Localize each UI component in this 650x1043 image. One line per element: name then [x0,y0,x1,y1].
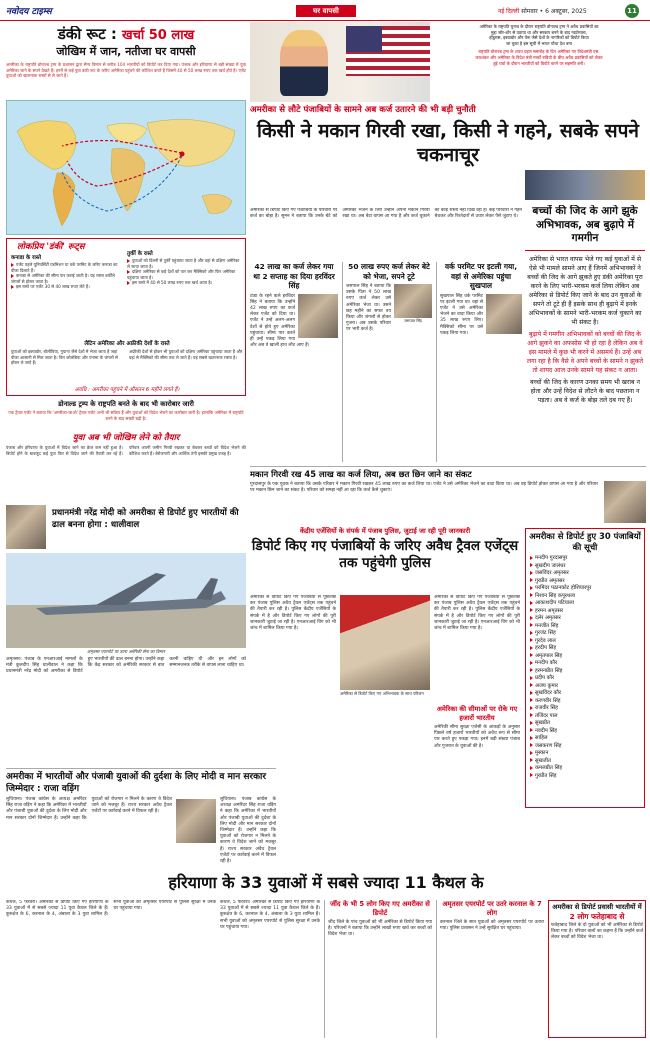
bullet-icon [530,766,533,770]
turkey-route-item-text: दक्षिण अमेरिका से कई देशों को पार कर मैक्सिको और फिर अमेरिका पहुंचाया जाता है। [127,269,236,280]
trump-business-block [6,399,246,431]
note-line: होंडुरास, इक्वाडोर और पेरू जैसे देशों के नागरिकों को डिपोर्ट किया [489,35,589,41]
agencies-header [250,526,520,596]
deported-list-item [530,585,640,593]
europe-shape [107,123,147,143]
bullet-icon [530,601,533,605]
fatehabad-title: अमरीका से डिपोर्ट प्रवासी भारतीयों में [552,903,642,911]
deported-list-item-text: साहिल [535,735,548,741]
modi-text: अमृतसर। पंजाब के एनआरआई मामलों के मंत्री कुलदीप सिंह धालीवाल ने कहा कि प्रधानमंत्री नरेंद्र मोदी को अमरीका से डिपोर्ट हुए भारतीयों की ढाल बनना होगा। उन्होंने कहा कि केंद्र सरकार को अमेरिकी सरकार से बात करनी चाहिए थी और इन लोगों को सम्मानजनक तरीके से वापस लाना चाहिए था। [6,657,246,675]
bullet-icon [530,623,533,627]
agencies-kicker: केंद्रीय एजेंसियों के संपर्क में पंजाब पुलिस, जुटाई जा रही पूरी जानकारी [299,527,471,535]
us-flag [346,26,430,76]
donkey-route-subtitle: जोखिम में जान, नतीजा घर वापसी [56,45,196,58]
australia-shape [202,194,232,213]
jind-text: जींद जिले के पांच युवाओं को भी अमेरिका से डिपोर्ट किया गया है। परिजनों ने बताया कि उन्होंने लाखों रुपए खर्च कर बच्चों को विदेश भेजा था। [328,920,432,938]
turkey-route-item-text: इस रास्ते में 40 से 50 लाख रुपए तक खर्च आता है। [132,280,213,286]
world-map-svg [7,101,246,235]
deported-list-item-text: तजिंदर पाल [535,712,558,719]
agencies-text-col2: अमेरिका से डिपोर्ट किए गए पंजाबियों से पूछताछ कर पंजाब पुलिस अवैध ट्रैवल एजेंट्स तक पहुंचने की तैयारी कर रही है। पुलिस केंद्रीय एजेंसियों के संपर्क में है और डिपोर्ट किए गए लोगों की पूरी जानकारी जुटाई जा रही है। एनआरआई विंग को भी जांच में शामिल किया गया है। [434,595,520,632]
note-red-line: जयशंकर और अमेरिका के विदेश मंत्री मार्को रुबियो के बीच अवैध प्रवासियों को लेकर [475,54,603,60]
fatehabad-subtitle: 2 लोग फतेहाबाद से [569,911,625,921]
turkey-route-item [127,269,243,280]
donkey-route-intro: अमरीका के राष्ट्रपति डोनाल्ड ट्रम्प के प्रशासन द्वारा सैन्य विमान से करीब 104 भारतीयों को डिपोर्ट कर दिया गया। पंजाब और हरियाणा से बड़ी संख्या में युवा अमेरिका जाने के सपने देखते हैं। इनमें से कई युवा डंकी रूट के जरिए अमेरिका पहुंचने की कोशिश करते हैं जिसमें 40 से 50 लाख रुपए तक खर्च होते हैं। एजेंट युवाओं को खतरनाक रास्तों से ले जाते हैं। [6,62,246,79]
deported-list-item [530,698,640,706]
jind-title: जींद के भी 5 लोग किए गए अमरीका से डिपोर्ट [330,900,430,917]
deported-list-item [530,563,640,571]
story-3-text: सुखपाल सिंह वर्क परमिट पर इटली गया था। वहां से एजेंट ने उसे अमेरिका भेजने का वादा किया और 35 लाख रुपए लिए। मैक्सिको सीमा पर उसे पकड़ लिया गया। [440,293,483,336]
bullet-icon [530,571,533,575]
deported-list-item-text: जसकरण सिंह [535,742,562,749]
haryana-headline [6,872,646,898]
deported-list-item [530,683,640,691]
deported-list-item [530,578,640,586]
bullet-icon [530,721,533,725]
agencies-headline: डिपोर्ट किए गए पंजाबियों के जरिए अवैध ट्रैवल एजेंट्स तक पहुंचेगी पुलिस [251,538,519,571]
deported-list-item [530,608,640,616]
deported-list-item-text: राजवीर सिंह [535,705,558,711]
page-number: 11 [625,4,639,18]
deported-list-item-text: हरदीप सिंह [535,645,557,651]
story-1-photo [298,294,338,338]
deported-list-item-text: हरमन अमृतसर [535,607,564,614]
edition: नई दिल्ली [498,8,520,15]
risk-title: युवा अब भी जोखिम लेने को तैयार [72,433,180,443]
warring-photo [176,799,216,843]
bullet-icon [530,616,533,620]
deported-list-item [530,743,640,751]
canada-route-item-text: एजेंट पहले यूनिवर्सिटी एडमिशन या वर्क परमिट के जरिए कनाडा का वीजा दिलाते हैं। [11,262,118,273]
bullet-icon [530,751,533,755]
note-red-line: हुई चर्चा के दौरान भारतीयों को डिपोर्ट करने पर सहमति बनी। [493,60,585,66]
deported-list-item [530,638,640,646]
story-2 [342,262,432,462]
sidebar-rule [525,250,645,251]
bullet-icon [530,691,533,695]
bullet-icon [11,263,14,267]
mortgage-story [250,466,646,524]
bullet-icon [530,653,533,657]
india-marker [180,152,185,157]
deported-list [526,555,644,780]
canada-route-item [11,262,123,273]
bullet-icon [530,773,533,777]
agencies-photo [340,595,430,690]
story-2-text: जसपाल सिंह ने बताया कि उसके पिता ने 50 लाख रुपए कर्ज लेकर उसे अमेरिका भेजा था। उसने छह महीने का सफर तय किया और जंगलों से होकर गुजरा। अब उसके परिवार पर भारी कर्ज है। [346,284,391,333]
bullet-icon [530,608,533,612]
karnal-text: करनाल जिले के सात युवाओं को अमृतसर एयरपोर्ट पर उतारा गया। पुलिस प्रशासन ने उन्हें सुरक्षित घर पहुंचाया। [440,920,544,932]
trump-figure [280,30,328,96]
deported-list-item-text: सुखदीप जालंधर [535,562,566,569]
risk-block [6,432,246,502]
bullet-icon [530,683,533,687]
plane-wing [96,573,166,605]
note-line: मुद्दा जोर-शोर से उठाया था और सरकार बनने के बाद ग्वाटेमाला, [491,29,587,35]
deported-list-item [530,675,640,683]
deported-list-item-text: परमिंदर पठानकोट होशियारपुर [535,585,592,591]
deported-list-item-text: हरमनप्रीत सिंह [535,667,563,674]
haryana-body [6,900,646,1040]
donkey-route-cost: खर्चा 50 लाख [121,28,195,43]
bullet-icon [530,646,533,650]
bullet-icon [530,758,533,762]
deported-list-item-text: जसविंदर अमृतसर [535,570,569,576]
story-1-text: टांडा के रहने वाले हरविंदर सिंह ने बताया कि उन्होंने 42 लाख रुपए का कर्ज लेकर एजेंट को दिया था। एजेंट ने उन्हें अलग-अलग देशों से होते हुए अमेरिका पहुंचाया। सीमा पार करते ही उन्हें पकड़ लिया गया और अब वे खाली हाथ लौट आए हैं। [250,293,310,349]
latin-route-title: लैटिन अमेरिका और अफ्रीकी देशों के रास्ते [84,341,170,347]
mortgage-photo [604,481,646,523]
bullet-icon [530,593,533,597]
canada-route-item [11,273,123,284]
mortgage-title: मकान गिरवी रख 45 लाख का कर्ज लिया, अब छत छिन जाने का संकट [250,469,472,479]
story-2-title: 50 लाख रुपए कर्ज लेकर बेटे को भेजा, सपने टूटे [348,262,430,281]
jind-box [324,900,432,1038]
deported-list-item [530,668,640,676]
story-3 [436,262,522,462]
deported-list-item-text: गुरदेव लाल [535,637,556,644]
fatehabad-text: फतेहाबाद जिले के दो युवाओं को भी अमेरिका से डिपोर्ट किया गया है। परिवार वालों का कहना है कि उन्होंने कर्ज लेकर बच्चों को विदेश भेजा था। [551,923,643,941]
deported-list-item [530,600,640,608]
deported-list-item [530,593,640,601]
bullet-icon [530,661,533,665]
header-rule [0,20,650,21]
deported-list-box [525,528,645,808]
deported-list-item [530,720,640,728]
turkey-route-title: तुर्की के रास्ते [127,251,153,257]
deported-list-item [530,765,640,773]
deported-list-item-text: मुस्कान [535,750,549,756]
mortgage-text: गुरदासपुर के एक युवक ने बताया कि उसके परिवार ने मकान गिरवी रखकर 45 लाख रुपए का कर्ज लिया था। एजेंट ने उसे अमेरिका भेजने का वादा किया था। अब वह डिपोर्ट होकर वापस आ गया है और परिवार पर मकान छिन जाने का संकट है। परिवार को समझ नहीं आ रहा कि कर्ज कैसे चुकाएं। [250,482,598,494]
sidebar-children-text: बच्चों की जिद के कारण उनका समय भी खराब न होता और उन्हें विदेश से लौटने के बाद पछताना न पड़ता। अब वे कर्ज के बोझ तले दब गए हैं। [530,378,640,404]
deported-list-item-text: गुरप्रीत सिंह [535,772,557,779]
bullet-icon [530,743,533,747]
deported-list-item [530,735,640,743]
warring-block [6,768,276,868]
haryana-text: कैथल, 5 फरवरी। अमेरिका से डिपोर्ट किए गए हरियाणा के 33 युवाओं में से सबसे ज्यादा 11 युवा कैथल जिले के हैं। कुरुक्षेत्र के 6, करनाल के 4, अंबाला के 3 युवा शामिल हैं। सभी युवाओं को अमृतसर एयरपोर्ट से पुलिस सुरक्षा में उनके घर पहुंचाया गया। [6,900,216,918]
deported-list-item [530,623,640,631]
modi-title: प्रधानमंत्री नरेंद्र मोदी को अमरीका से डिपोर्ट हुए भारतीयों की ढाल बनना होगा : धालीवाल [52,508,239,530]
note-line: जा चुका है इस सूची में भारत चौथा देश बना [506,40,572,46]
border-title: अमेरिका की सीमाओं पर रोके गए हजारों भारतीय [436,705,518,722]
deported-list-item-text: कमलप्रीत सिंह [535,765,563,771]
dhaliwal-photo [6,505,46,549]
story-3-title: वर्क परमिट पर इटली गया, वहां से अमेरिका पहुंचा सुखपाल [444,262,518,290]
karnal-title: अमृतसर एयरपोर्ट पर उतरे करनाल के 7 लोग [442,900,542,917]
deported-list-item [530,645,640,653]
routes-title: लोकप्रिय 'डंकी' रूट्स [17,242,85,252]
deported-list-item [530,758,640,766]
bullet-icon [530,676,533,680]
story-2-caption: जसपाल सिंह [394,318,432,324]
sidebar-children-title: बच्चों की जिद के आगे झुके अभिभावक, अब बुढ़ापे में गमगीन [532,205,638,244]
story-3-photo [486,294,522,334]
bullet-icon [127,281,130,285]
turkey-route-item-text: युवाओं को दिल्ली से तुर्की पहुंचाया जाता है और वहां से दक्षिण अमेरिका ले जाया जाता है। [127,258,240,269]
bullet-icon [530,736,533,740]
deported-list-item [530,728,640,736]
agencies-photo-caption: अमेरिका से डिपोर्ट किए गए अभिभावक के साथ परिजन [340,691,424,696]
bullet-icon [530,698,533,702]
south-america-shape [53,173,75,226]
deported-list-item-text: दलेर अमृतसर [535,615,561,621]
bullet-icon [530,668,533,672]
canada-route-title: कनाडा के रास्ते [11,255,42,261]
bullet-icon [530,638,533,642]
latin-route-left: युवाओं को इक्वाडोर, बोलीविया, गुयाना जैसे देशों में भेजा जाता है जहां वीजा आसानी से मिल जाता है। फिर कोलंबिया और पनामा के जंगलों से होकर ले जाते हैं। [11,349,118,366]
note-line: अमेरिका के राष्ट्रपति चुनाव के दौरान राष्ट्रपति डोनाल्ड ट्रम्प ने अवैध प्रवासियों का [479,24,599,29]
top-right-note [432,24,646,100]
canada-route-item-text: इस रास्ते पर एजेंट 30 से 40 लाख रुपए लेते हैं। [16,284,90,290]
story-1-title: 42 लाख का कर्ज लेकर गया था 2 सप्ताह का दिया हरविंदर सिंह [253,262,335,290]
turkey-route-item [127,280,243,286]
deported-list-item [530,570,640,578]
plane-photo-caption: अमृतसर एयरपोर्ट पर उतरा अमेरिकी सेना का विमान [86,649,166,654]
world-map [6,100,246,235]
trump-business-title: डोनाल्ड ट्रम्प के राष्ट्रपति बनते के बाद भी कारोबार जारी [58,400,194,408]
asia-shape [147,119,235,166]
note-red-line: राष्ट्रपति डोनाल्ड ट्रम्प के शपथ ग्रहण समारोह के दिन अमेरिका गए विदेशमंत्री एस. [478,49,600,55]
karnal-box [436,900,544,1038]
deported-list-item [530,713,640,721]
canada-route-item [11,284,123,290]
bullet-icon [127,259,130,263]
routes-box [6,238,246,396]
haryana-title: हरियाणा के 33 युवाओं में सबसे ज्यादा 11 कैथल के [168,873,484,892]
deported-list-title: अमरीका से डिपोर्ट हुए 30 पंजाबियों की सूची [529,531,641,552]
bullet-icon [530,713,533,717]
deported-list-item-text: गुरप्रीत अमृतसर [535,577,565,584]
bullet-icon [530,563,533,567]
story-1 [250,262,338,462]
deported-list-item [530,750,640,758]
haryana-text-2: कैथल, 5 फरवरी। अमेरिका से डिपोर्ट किए गए हरियाणा के 33 युवाओं में से सबसे ज्यादा 11 युवा कैथल जिले के हैं। कुरुक्षेत्र के 6, करनाल के 4, अंबाला के 3 युवा शामिल हैं। सभी युवाओं को अमृतसर एयरपोर्ट से पुलिस सुरक्षा में उनके घर पहुंचाया गया। [220,900,320,930]
main-body: अमेरिका से डिपोर्ट किए गए पंजाबियों के परिवारों पर कर्ज का बोझ है। सुमन ने बताया कि उनके बेटे को अमेरिका भेजने के लिए उन्होंने अपना मकान गिरवी रखा था। अब बेटा वापस आ गया है और कर्ज चुकाने का कोई रास्ता नहीं दिख रहा है। कई परिवारों ने गहने बेचकर और रिश्तेदारों से उधार लेकर पैसे जुटाए थे। [250,208,522,220]
bullet-icon [530,556,533,560]
main-headline: किसी ने मकान गिरवी रखा, किसी ने गहने, सबके सपने चकनाचूर [257,120,639,166]
deported-list-item-text: निशान सिंह कपूरथला [535,592,576,599]
trump-photo [250,22,430,102]
bullet-icon [530,706,533,710]
deported-list-item [530,615,640,623]
story-2-photo [394,284,432,324]
turkey-route-item [127,258,243,269]
edition-date [498,7,587,15]
agencies-text: अमेरिका से डिपोर्ट किए गए पंजाबियों से पूछताछ कर पंजाब पुलिस अवैध ट्रैवल एजेंट्स तक पहुंचने की तैयारी कर रही है। पुलिस केंद्रीय एजेंसियों के संपर्क में है और डिपोर्ट किए गए लोगों की पूरी जानकारी जुटाई जा रही है। एनआरआई विंग को भी जांच में शामिल किया गया है। [250,595,336,632]
trump-business-text: एक ट्रैवल एजेंट ने बताया कि 'अमरीका-जाओ' ट्रैवल एजेंट अभी भी सक्रिय हैं और युवाओं को विदेश भेजने का कारोबार जारी है। हालांकि अमेरिका में राष्ट्रपति बनने के बाद सख्ती बढ़ी है। [8,410,244,421]
section-tab: घर वापसी [296,5,356,17]
deported-list-item-text: प्रदीप कौर [535,675,555,681]
deported-list-item [530,653,640,661]
deported-list-item [530,555,640,563]
deported-list-item-text: मनदीप कौर [535,660,558,666]
deported-list-item [530,660,640,668]
sidebar-children-text-red: बुढ़ापे में गमगीन अभिभावकों को बच्चों की जिद के आगे झुकने का अफसोस भी हो रहा है लेकिन अब वे इस मामले में कुछ भी करने में असमर्थ हैं। उन्हें अब लगा रहा है कि वैसे वे अपने बच्चों के सामने न झुकते तो शायद आज उनके सामने यह संकट न आता। [526,330,644,374]
border-text: अमेरिकी सीमा सुरक्षा एजेंसी के आंकड़ों के अनुसार पिछले वर्ष हजारों भारतीयों को अवैध रूप से सीमा पार करते हुए पकड़ा गया। इनमें बड़ी संख्या पंजाब और गुजरात के युवाओं की है। [434,725,520,749]
risk-text: पंजाब और हरियाणा के युवाओं में विदेश जाने का क्रेज कम नहीं हुआ है। डिपोर्ट होने के बावजूद कई युवा फिर से विदेश जाने की तैयारी कर रहे हैं। परिवार अपनी जमीन गिरवी रखकर या बेचकर बच्चों को विदेश भेजने की कोशिश करते हैं। बेरोजगारी और आर्थिक तंगी इसकी प्रमुख वजह है। [6,445,246,456]
deported-list-item-text: सुखविंदर कौर [535,690,561,696]
deported-list-item-text: मनदीप गुरदासपुर [535,555,568,561]
main-kicker: अमरीका से लौटे पंजाबियों के सामने अब कर्ज उतारने की भी बड़ी चुनौती [250,105,476,115]
donkey-route-title: डंकी रूट : [57,26,117,43]
bullet-icon [11,285,14,289]
deported-list-item-text: सुखप्रीत [535,720,551,726]
deported-list-item-text: अजय कुमार [535,682,559,689]
bullet-icon [530,728,533,732]
deported-list-item [530,630,640,638]
passport-photo [525,170,645,200]
plane-photo [6,553,246,648]
bullet-icon [11,274,14,278]
date: सोमवार • 6 अक्टूबर, 2025 [521,8,587,15]
deported-list-item-text: सुखजीत [535,757,551,764]
modi-block [6,505,246,765]
agencies-body [250,595,520,773]
donkey-route-block [6,26,246,96]
warring-title: अमरीका में भारतीयों और पंजाबी युवाओं की दुर्दशा के लिए मोदी व मान सरकार जिम्मेदार : राजा वड़िंग [6,772,267,794]
deported-list-item [530,773,640,781]
deported-list-item-text: करणवीर सिंह [535,697,561,704]
routes-footer: अवधि : अमरीका पहुंचने में औसतन 6 महीने लगते हैं। [74,387,180,393]
deported-list-item-text: मनजीत सिंह [535,622,559,629]
masthead [0,0,650,22]
plane-svg [6,553,246,648]
warring-text-col3: लुधियाना। पंजाब कांग्रेस के अध्यक्ष अमरिंदर सिंह राजा वड़िंग ने कहा कि अमेरिका में भारतीयों और पंजाबी युवाओं की दुर्दशा के लिए मोदी और मान सरकार दोनों जिम्मेदार हैं। उन्होंने कहा कि युवाओं को रोजगार न मिलने के कारण वे विदेश जाने को मजबूर हैं। राज्य सरकार अवैध ट्रैवल एजेंटों पर कार्रवाई करने में विफल रही है। [220,797,276,865]
deported-list-item [530,705,640,713]
bullet-icon [530,586,533,590]
logo: नवोदय टाइम्स [6,7,52,17]
canada-route-item-text: कनाडा से अमेरिका की सीमा पार कराई जाती है। यह रास्ता बर्फीले जंगलों से होकर जाता है। [11,273,115,284]
deported-list-item-text: आकाशदीप पटियाला [535,600,574,606]
latin-route-right: अफ्रीकी देशों से होकर भी युवाओं को दक्षिण अमेरिका पहुंचाया जाता है और वहां से मैक्सिको की सीमा तक ले जाते हैं। यह सबसे खतरनाक रास्ता है। [129,349,243,360]
bullet-icon [530,578,533,582]
deported-list-item-text: अमृतपाल सिंह [535,652,563,659]
warring-text: लुधियाना। पंजाब कांग्रेस के अध्यक्ष अमरिंदर सिंह राजा वड़िंग ने कहा कि अमेरिका में भारतीयों और पंजाबी युवाओं की दुर्दशा के लिए मोदी और मान सरकार दोनों जिम्मेदार हैं। उन्होंने कहा कि युवाओं को रोजगार न मिलने के कारण वे विदेश जाने को मजबूर हैं। राज्य सरकार अवैध ट्रैवल एजेंटों पर कार्रवाई करने में विफल रही है। [6,797,172,821]
bullet-icon [530,631,533,635]
fatehabad-box [548,900,646,1038]
deported-list-item-text: गुरजंट सिंह [535,630,556,636]
deported-list-item [530,690,640,698]
bullet-icon [127,270,130,274]
deported-list-item-text: नवदीप सिंह [535,727,558,734]
africa-shape [111,149,145,211]
sidebar-children-text: अमेरिका से भारत वापस भेजे गए कई युवाओं में से ऐसे भी मामले सामने आए हैं जिनमें अभिभावकों ने बच्चों की जिद के आगे झुकते हुए डंकी अमेरिका पूरा करने के लिए भारी-भरकम कर्ज लिया लेकिन अब अमेरिका से डिपोर्ट किए जाने के बाद उन युवाओं के सपने तो टूटे ही हैं इसके साथ ही बुढ़ापे में इनके अभिभावकों के सामने भारी-भरकम कर्ज चुकाने का भी संकट है। [527,255,643,326]
